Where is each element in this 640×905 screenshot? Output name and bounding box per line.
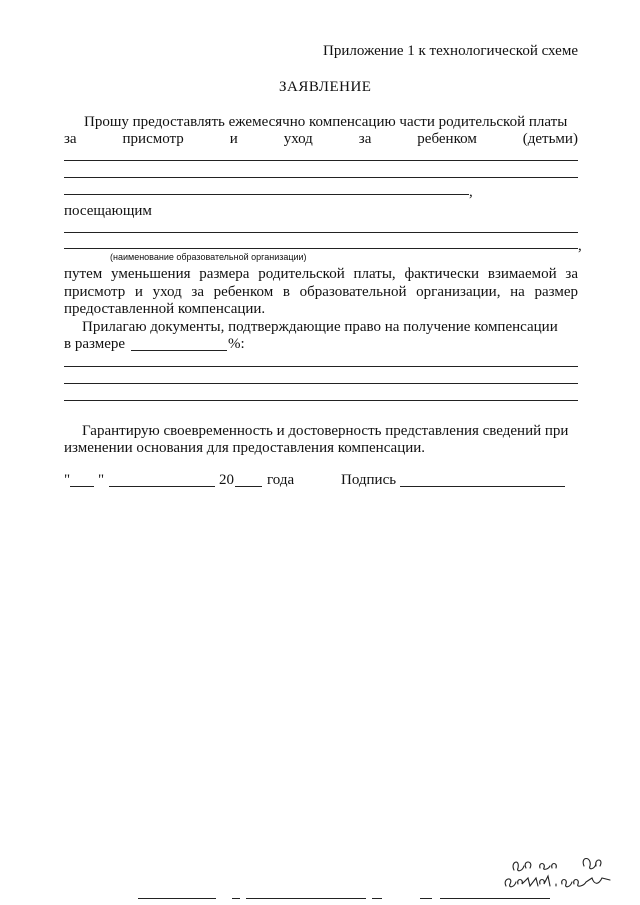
request-line-1: Прошу предоставлять ежемесячно компенсацию части родительской платы bbox=[84, 114, 568, 130]
child-name-line-1[interactable] bbox=[64, 160, 578, 161]
child-name-line-2[interactable] bbox=[64, 177, 578, 178]
request-line-2 bbox=[64, 130, 578, 148]
method-line-1: путем уменьшения размера родительской платы, фактически взимаемой за bbox=[64, 266, 578, 282]
word-i: и bbox=[229, 131, 238, 147]
date-quote-close: " bbox=[98, 472, 105, 488]
organization-line-1[interactable] bbox=[64, 232, 578, 233]
word-detmi: (детьми) bbox=[522, 131, 578, 147]
organization-line-2[interactable] bbox=[64, 248, 578, 249]
signature-label: Подпись bbox=[341, 472, 397, 488]
comma-mark: , bbox=[469, 184, 473, 200]
comma-mark-2: , bbox=[578, 238, 582, 254]
documents-line-1[interactable] bbox=[64, 366, 578, 367]
bottom-mark-5 bbox=[420, 898, 432, 899]
documents-line-3[interactable] bbox=[64, 400, 578, 401]
organization-caption: (наименование образовательной организации) bbox=[110, 252, 307, 262]
signature-blank[interactable] bbox=[400, 486, 565, 487]
word-prismotr: присмотр bbox=[122, 131, 184, 147]
bottom-mark-1 bbox=[138, 898, 216, 899]
child-name-line-3[interactable] bbox=[64, 194, 469, 195]
word-za-2: за bbox=[358, 131, 372, 147]
attach-line-1: Прилагаю документы, подтверждающие право на получение компенсации bbox=[82, 319, 558, 335]
attach-prefix: в размере bbox=[64, 336, 126, 352]
method-line-3: предоставленной компенсации. bbox=[64, 301, 266, 317]
word-rebenkom: ребенком bbox=[417, 131, 477, 147]
year-word: года bbox=[267, 472, 295, 488]
year-prefix: 20 bbox=[219, 472, 234, 488]
documents-line-2[interactable] bbox=[64, 383, 578, 384]
method-line-2: присмотр и уход за ребенком в образовательной организации, на размер bbox=[64, 284, 578, 300]
appendix-note: Приложение 1 к технологической схеме bbox=[323, 43, 578, 59]
year-blank[interactable] bbox=[235, 486, 262, 487]
bottom-mark-6 bbox=[440, 898, 550, 899]
attach-suffix: %: bbox=[228, 336, 245, 352]
bottom-mark-2 bbox=[232, 898, 240, 899]
attending-label: посещающим bbox=[64, 203, 152, 219]
document-title: ЗАЯВЛЕНИЕ bbox=[279, 79, 372, 95]
guarantee-line-2: изменении основания для предоставления компенсации. bbox=[64, 440, 426, 456]
word-uhod: уход bbox=[283, 131, 313, 147]
date-month-blank[interactable] bbox=[109, 486, 215, 487]
date-day-blank[interactable] bbox=[70, 486, 94, 487]
percent-blank[interactable] bbox=[131, 350, 227, 351]
date-quote-open: " bbox=[64, 472, 71, 488]
word-za: за bbox=[64, 131, 77, 147]
handwritten-signature bbox=[500, 848, 630, 898]
bottom-mark-4 bbox=[372, 898, 382, 899]
bottom-mark-3 bbox=[246, 898, 366, 899]
guarantee-line-1: Гарантирую своевременность и достоверность представления сведений при bbox=[82, 423, 569, 439]
